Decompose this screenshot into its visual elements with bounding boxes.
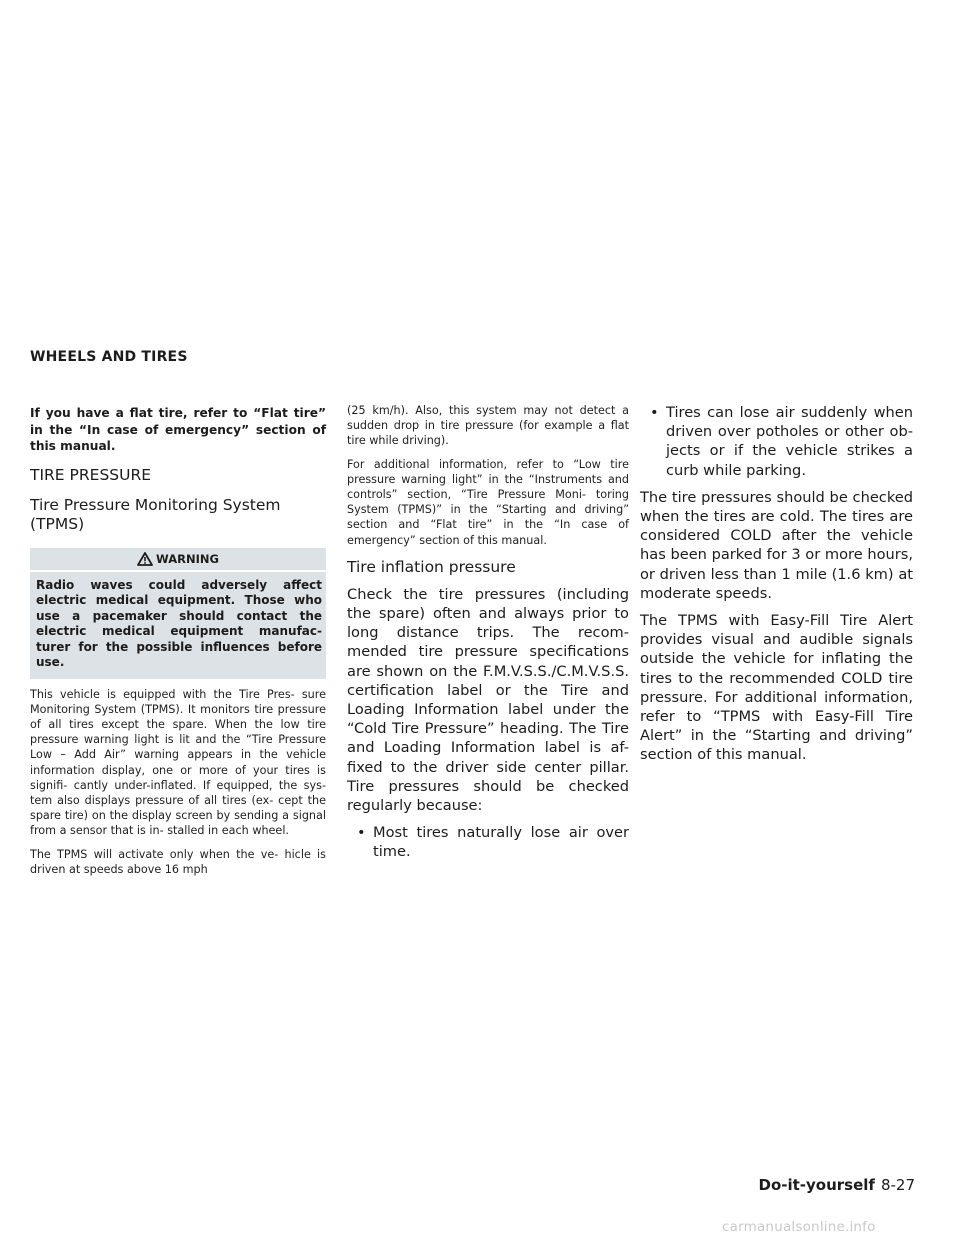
heading-tpms: Tire Pressure Monitoring System (TPMS) <box>30 495 281 533</box>
column-3 <box>640 403 913 773</box>
watermark: carmanualsonline.info <box>722 1219 876 1235</box>
list-item <box>347 823 629 861</box>
bullet-dot: • <box>650 404 659 421</box>
warning-body: Radio waves could adversely affect electric medical equipment. Those who use a pacemaker should contact the electric medical equipment manufac- turer for the possible influences before use. <box>36 577 322 669</box>
warning-triangle-icon <box>137 552 153 566</box>
warning-box <box>30 548 326 679</box>
list-item <box>640 403 913 480</box>
warning-title <box>30 548 326 572</box>
bullet-text: Most tires naturally lose air over time. <box>373 824 629 861</box>
tpms-activation: The TPMS will activate only when the ve- hicle is driven at speeds above 16 mph <box>30 847 326 876</box>
heading-tire-pressure: TIRE PRESSURE <box>30 465 152 484</box>
cold-tires-paragraph: The tire pressures should be checked when the tires are cold. The tires are considered COLD after the vehicle has been parked for 3 or more hours, or driven less than 1 mile (1.6 km) at moderate speeds. <box>640 488 913 602</box>
tpms-description: This vehicle is equipped with the Tire Pres- sure Monitoring System (TPMS). It monitors tire pressure of all tires except the spare. When the low tire pressure warning light is lit and the “Tire Pressure Low – Add Air” warning appears in the vehicle information display, one or more of your tires is signifi- cantly under-inflated. If equipped, the sys- tem also displays pressure of all tires (ex- cept the spare tire) on the display screen by sending a signal from a sensor that is in- stalled in each wheel. <box>30 687 326 838</box>
page-footer <box>759 1176 916 1194</box>
additional-info: For additional information, refer to “Low tire pressure warning light” in the “Instruments and controls” section, “Tire Pressure Moni- toring System (TPMS)” in the “Starting and driving” section and “Flat tire” in the “In case of emergency” section of this manual. <box>347 457 629 547</box>
column-1 <box>30 405 326 885</box>
chapter-name: Do-it-yourself <box>758 1176 875 1194</box>
easy-fill-paragraph: The TPMS with Easy-Fill Tire Alert provides visual and audible signals outside the vehicle for inflating the tires to the recommended COLD tire pressure. For additional information, refer to “TPMS with Easy-Fill Tire Alert” in the “Starting and driving” section of this manual. <box>640 612 913 764</box>
page-number: 8-27 <box>880 1176 915 1194</box>
warning-title-text: WARNING <box>156 551 219 566</box>
intro-note: If you have a flat tire, refer to “Flat tire” in the “In case of emergency” section of this manual. <box>30 406 326 453</box>
column-2 <box>347 403 629 870</box>
bullet-text: Tires can lose air suddenly when driven over potholes or other ob- jects or if the vehicle strikes a curb while parking. <box>666 404 913 479</box>
bullet-dot: • <box>357 824 366 842</box>
section-header: WHEELS AND TIRES <box>30 349 188 365</box>
tpms-activation-cont: (25 km/h). Also, this system may not detect a sudden drop in tire pressure (for example a flat tire while driving). <box>347 404 629 448</box>
heading-tire-inflation: Tire inflation pressure <box>347 557 516 576</box>
inflation-paragraph: Check the tire pressures (including the spare) often and always prior to long distance trips. The recom- mended tire pressure specifications are shown on the F.M.V.S.S./C.M.V.S.S. certification label or the Tire and Loading Information label under the “Cold Tire Pressure” heading. The Tire and Loading Information label is af- fixed to the driver side center pillar. Tire pressures should be checked regularly because: <box>347 585 629 815</box>
